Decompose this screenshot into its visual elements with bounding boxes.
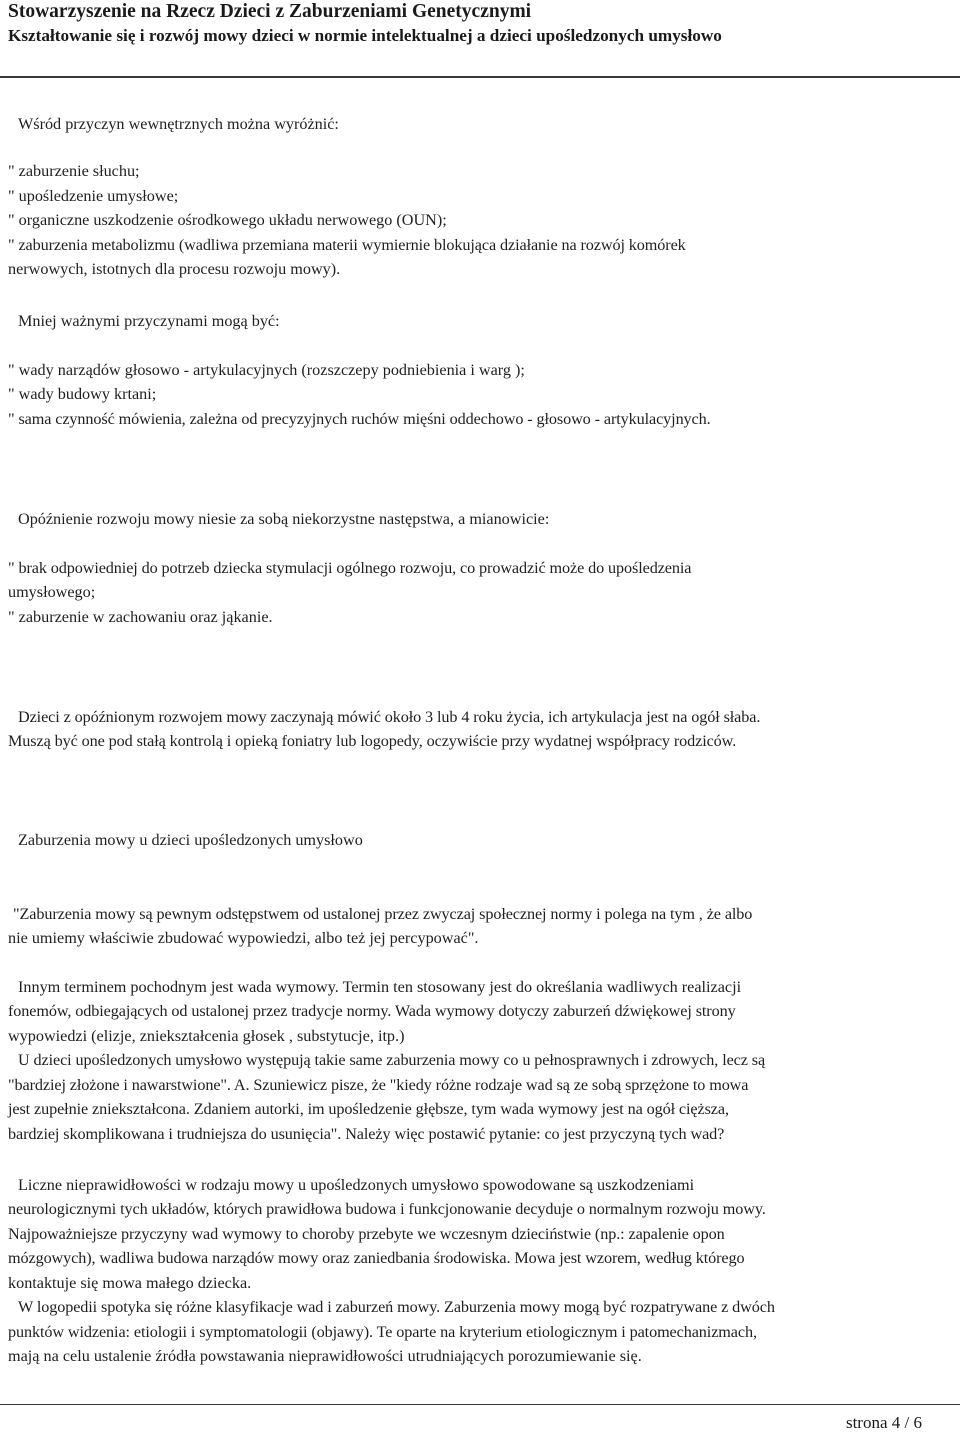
text-line: fonemów, odbiegających od ustalonej przez tradycje normy. Wada wymowy dotyczy zaburzeń dźwiękowej strony: [8, 1002, 736, 1020]
text-line: Mniej ważnymi przyczynami mogą być:: [18, 312, 280, 330]
section-heading: Zaburzenia mowy u dzieci upośledzonych umysłowo: [18, 831, 363, 849]
list-item: " organiczne uszkodzenie ośrodkowego układu nerwowego (OUN);: [8, 211, 447, 229]
page-number: strona 4 / 6: [845, 1413, 922, 1432]
footer-divider: [0, 1404, 960, 1405]
text-line: Innym terminem pochodnym jest wada wymowy. Termin ten stosowany jest do określania wadliwych realizacji: [18, 978, 742, 996]
text-line: kontaktuje się mowa małego dziecka.: [8, 1274, 252, 1292]
list-item: " zaburzenie w zachowaniu oraz jąkanie.: [8, 608, 273, 626]
text-line: Wśród przyczyn wewnętrznych można wyróżnić:: [18, 115, 339, 133]
text-line: Dzieci z opóźnionym rozwojem mowy zaczynają mówić około 3 lub 4 roku życia, ich artykulacja jest na ogół słaba.: [18, 708, 761, 726]
list-item: " wady narządów głosowo - artykulacyjnych (rozszczepy podniebienia i warg );: [8, 361, 525, 379]
page-header: [0, 0, 960, 79]
document-subtitle: Kształtowanie się i rozwój mowy dzieci w normie intelektualnej a dzieci upośledzonych umysłowo: [8, 26, 722, 45]
list-item: " wady budowy krtani;: [8, 385, 157, 403]
text-line: umysłowego;: [8, 583, 96, 601]
list-item: " upośledzenie umysłowe;: [8, 187, 179, 205]
text-line: mózgowych), wadliwa budowa narządów mowy oraz zaniedbania środowiska. Mowa jest wzorem, według którego: [8, 1249, 745, 1267]
text-line: Liczne nieprawidłowości w rodzaju mowy u upośledzonych umysłowo spowodowane są uszkodzeniami: [18, 1176, 695, 1194]
text-line: "bardziej złożone i nawarstwione". A. Szuniewicz pisze, że "kiedy różne rodzaje wad są ze sobą sprzężone to mowa: [8, 1076, 749, 1094]
text-line: "Zaburzenia mowy są pewnym odstępstwem od ustalonej przez zwyczaj społecznej normy i polega na tym , że albo: [13, 905, 753, 923]
list-item: " zaburzenia metabolizmu (wadliwa przemiana materii wymiernie blokująca działanie na rozwój komórek: [8, 236, 686, 254]
text-line: Opóźnienie rozwoju mowy niesie za sobą niekorzystne następstwa, a mianowicie:: [18, 510, 550, 528]
text-line: mają na celu ustalenie źródła powstawania nieprawidłowości utrudniających porozumiewanie się.: [8, 1347, 642, 1365]
text-line: U dzieci upośledzonych umysłowo występują takie same zaburzenia mowy co u pełnosprawnych i zdrowych, lecz są: [18, 1051, 766, 1069]
text-line: punktów widzenia: etiologii i symptomatologii (objawy). Te oparte na kryterium etiologicznym i patomechanizmach,: [8, 1323, 757, 1341]
text-line: Muszą być one pod stałą kontrolą i opieką foniatry lub logopedy, oczywiście przy wydatnej współpracy rodziców.: [8, 732, 737, 750]
text-line: Najpoważniejsze przyczyny wad wymowy to choroby przebyte we wczesnym dzieciństwie (np.: zapalenie opon: [8, 1225, 725, 1243]
organization-title: Stowarzyszenie na Rzecz Dzieci z Zaburzeniami Genetycznymi: [8, 1, 532, 22]
text-line: bardziej skomplikowana i trudniejsza do usunięcia". Należy więc postawić pytanie: co jest przyczyną tych wad?: [8, 1125, 725, 1143]
header-divider: [0, 76, 960, 78]
text-line: W logopedii spotyka się różne klasyfikacje wad i zaburzeń mowy. Zaburzenia mowy mogą być rozpatrywane z dwóch: [18, 1298, 775, 1316]
list-item: " sama czynność mówienia, zależna od precyzyjnych ruchów mięśni oddechowo - głosowo - artykulacyjnych.: [8, 410, 711, 428]
text-line: jest zupełnie zniekształcona. Zdaniem autorki, im upośledzenie głębsze, tym wada wymowy jest na ogół cięższa,: [8, 1100, 729, 1118]
text-line: nerwowych, istotnych dla procesu rozwoju mowy).: [8, 260, 341, 278]
list-item: " brak odpowiedniej do potrzeb dziecka stymulacji ogólnego rozwoju, co prowadzić może do upośledzenia: [8, 559, 692, 577]
text-line: nie umiemy właściwie zbudować wypowiedzi, albo też jej percypować".: [8, 929, 479, 947]
text-line: neurologicznymi tych układów, których prawidłowa budowa i funkcjonowanie decyduje o normalnym rozwoju mowy.: [8, 1200, 766, 1218]
text-line: wypowiedzi (elizje, zniekształcenia głosek , substytucje, itp.): [8, 1027, 405, 1045]
list-item: " zaburzenie słuchu;: [8, 162, 140, 180]
